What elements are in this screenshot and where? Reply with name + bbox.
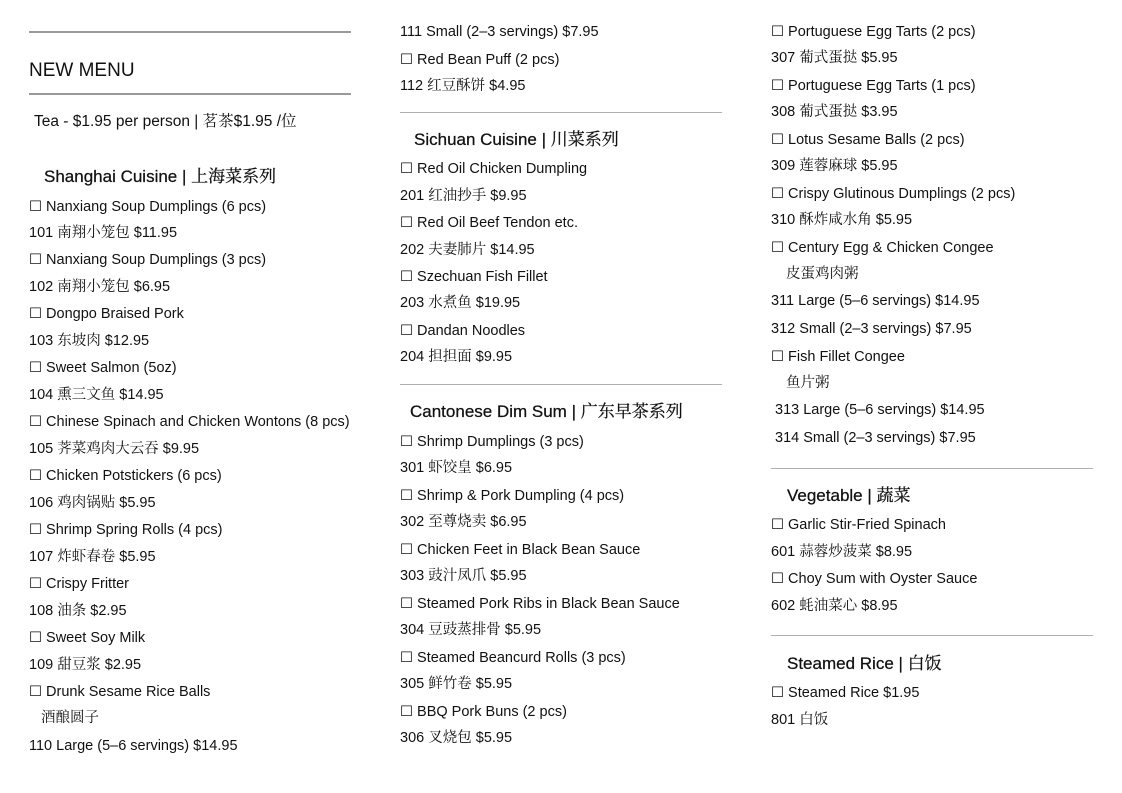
menu-line[interactable]: ☐ Shrimp Spring Rolls (4 pcs) [29,522,223,538]
menu-line[interactable]: ☐ Drunk Sesame Rice Balls [29,684,211,700]
menu-line: 314 Small (2–3 servings) $7.95 [775,430,976,446]
section-title-steamed-rice: Steamed Rice | 白饭 [787,654,942,673]
menu-line: 311 Large (5–6 servings) $14.95 [771,293,980,309]
menu-line: 104 熏三文鱼 $14.95 [29,387,164,403]
menu-line[interactable]: ☐ Red Oil Chicken Dumpling [400,161,588,177]
menu-line[interactable]: ☐ Century Egg & Chicken Congee [771,240,994,256]
menu-line: 109 甜豆浆 $2.95 [29,657,142,673]
tea-price-line: Tea - $1.95 per person | 茗茶$1.95 /位 [34,113,297,130]
menu-line: 303 豉汁凤爪 $5.95 [400,568,527,584]
menu-line[interactable]: ☐ Choy Sum with Oyster Sauce [771,571,978,587]
menu-line: 101 南翔小笼包 $11.95 [29,225,178,241]
menu-line: 204 担担面 $9.95 [400,349,513,365]
menu-line[interactable]: ☐ Dandan Noodles [400,323,526,339]
menu-line[interactable]: ☐ Lotus Sesame Balls (2 pcs) [771,132,965,148]
menu-line[interactable]: ☐ Shrimp & Pork Dumpling (4 pcs) [400,488,625,504]
menu-line[interactable]: ☐ Chinese Spinach and Chicken Wontons (8 pcs) [29,414,350,430]
menu-line[interactable]: ☐ Sweet Salmon (5oz) [29,360,177,376]
menu-line[interactable]: ☐ Crispy Glutinous Dumplings (2 pcs) [771,186,1016,202]
menu-line: 304 豆豉蒸排骨 $5.95 [400,622,542,638]
menu-line: 106 鸡肉锅贴 $5.95 [29,495,156,511]
menu-line: 801 白饭 [771,712,829,728]
section-title-vegetable: Vegetable | 蔬菜 [787,486,911,505]
menu-line: 酒酿圆子 [41,710,99,726]
menu-line: 201 红油抄手 $9.95 [400,188,527,204]
menu-line[interactable]: ☐ Crispy Fritter [29,576,129,592]
menu-line: 602 蚝油菜心 $8.95 [771,598,898,614]
menu-line: 308 葡式蛋挞 $3.95 [771,104,898,120]
menu-line: 307 葡式蛋挞 $5.95 [771,50,898,66]
menu-line: 102 南翔小笼包 $6.95 [29,279,171,295]
menu-line[interactable]: ☐ Nanxiang Soup Dumplings (3 pcs) [29,252,267,268]
menu-line: 鱼片粥 [786,375,830,391]
menu-line: 108 油条 $2.95 [29,603,127,619]
menu-line[interactable]: ☐ Red Bean Puff (2 pcs) [400,52,560,68]
menu-line[interactable]: ☐ Chicken Feet in Black Bean Sauce [400,542,641,558]
title-underline-rule [29,93,351,95]
section-rule [771,635,1093,636]
menu-line: 305 鲜竹卷 $5.95 [400,676,513,692]
section-title-cantonese: Cantonese Dim Sum | 广东早茶系列 [410,402,683,421]
menu-line: 310 酥炸咸水角 $5.95 [771,212,913,228]
section-rule [400,384,722,385]
menu-line[interactable]: ☐ BBQ Pork Buns (2 pcs) [400,704,567,720]
menu-line[interactable]: ☐ Steamed Pork Ribs in Black Bean Sauce [400,596,680,612]
page-title: NEW MENU [29,60,135,81]
menu-line[interactable]: ☐ Sweet Soy Milk [29,630,146,646]
menu-line: 302 至尊烧卖 $6.95 [400,514,527,530]
menu-line[interactable]: ☐ Garlic Stir-Fried Spinach [771,517,946,533]
menu-line: 203 水煮鱼 $19.95 [400,295,521,311]
menu-line: 111 Small (2–3 servings) $7.95 [400,24,599,40]
menu-line[interactable]: ☐ Red Oil Beef Tendon etc. [400,215,578,231]
menu-line: 110 Large (5–6 servings) $14.95 [29,738,238,754]
menu-line[interactable]: ☐ Portuguese Egg Tarts (1 pcs) [771,78,976,94]
menu-line: 301 虾饺皇 $6.95 [400,460,513,476]
menu-line: 312 Small (2–3 servings) $7.95 [771,321,972,337]
menu-line: 105 荠菜鸡肉大云吞 $9.95 [29,441,200,457]
menu-line: 309 莲蓉麻球 $5.95 [771,158,898,174]
menu-line[interactable]: ☐ Portuguese Egg Tarts (2 pcs) [771,24,976,40]
menu-line: 107 炸虾春卷 $5.95 [29,549,156,565]
section-rule [771,468,1093,469]
section-title-shanghai: Shanghai Cuisine | 上海菜系列 [44,167,277,186]
menu-line[interactable]: ☐ Shrimp Dumplings (3 pcs) [400,434,584,450]
menu-line: 601 蒜蓉炒菠菜 $8.95 [771,544,913,560]
menu-line: 313 Large (5–6 servings) $14.95 [775,402,985,418]
menu-line: 202 夫妻肺片 $14.95 [400,242,535,258]
section-title-sichuan: Sichuan Cuisine | 川菜系列 [414,130,619,149]
section-rule [400,112,722,113]
menu-line[interactable]: ☐ Dongpo Braised Pork [29,306,184,322]
menu-line[interactable]: ☐ Chicken Potstickers (6 pcs) [29,468,222,484]
menu-line: 306 叉烧包 $5.95 [400,730,513,746]
menu-line[interactable]: ☐ Nanxiang Soup Dumplings (6 pcs) [29,199,267,215]
menu-line[interactable]: ☐ Steamed Beancurd Rolls (3 pcs) [400,650,626,666]
top-rule-col1 [29,31,351,33]
menu-line: 皮蛋鸡肉粥 [786,266,859,282]
menu-line: 103 东坡肉 $12.95 [29,333,150,349]
menu-line[interactable]: ☐ Szechuan Fish Fillet [400,269,548,285]
menu-line[interactable]: ☐ Fish Fillet Congee [771,349,905,365]
menu-line: 112 红豆酥饼 $4.95 [400,78,526,94]
menu-line[interactable]: ☐ Steamed Rice $1.95 [771,685,920,701]
